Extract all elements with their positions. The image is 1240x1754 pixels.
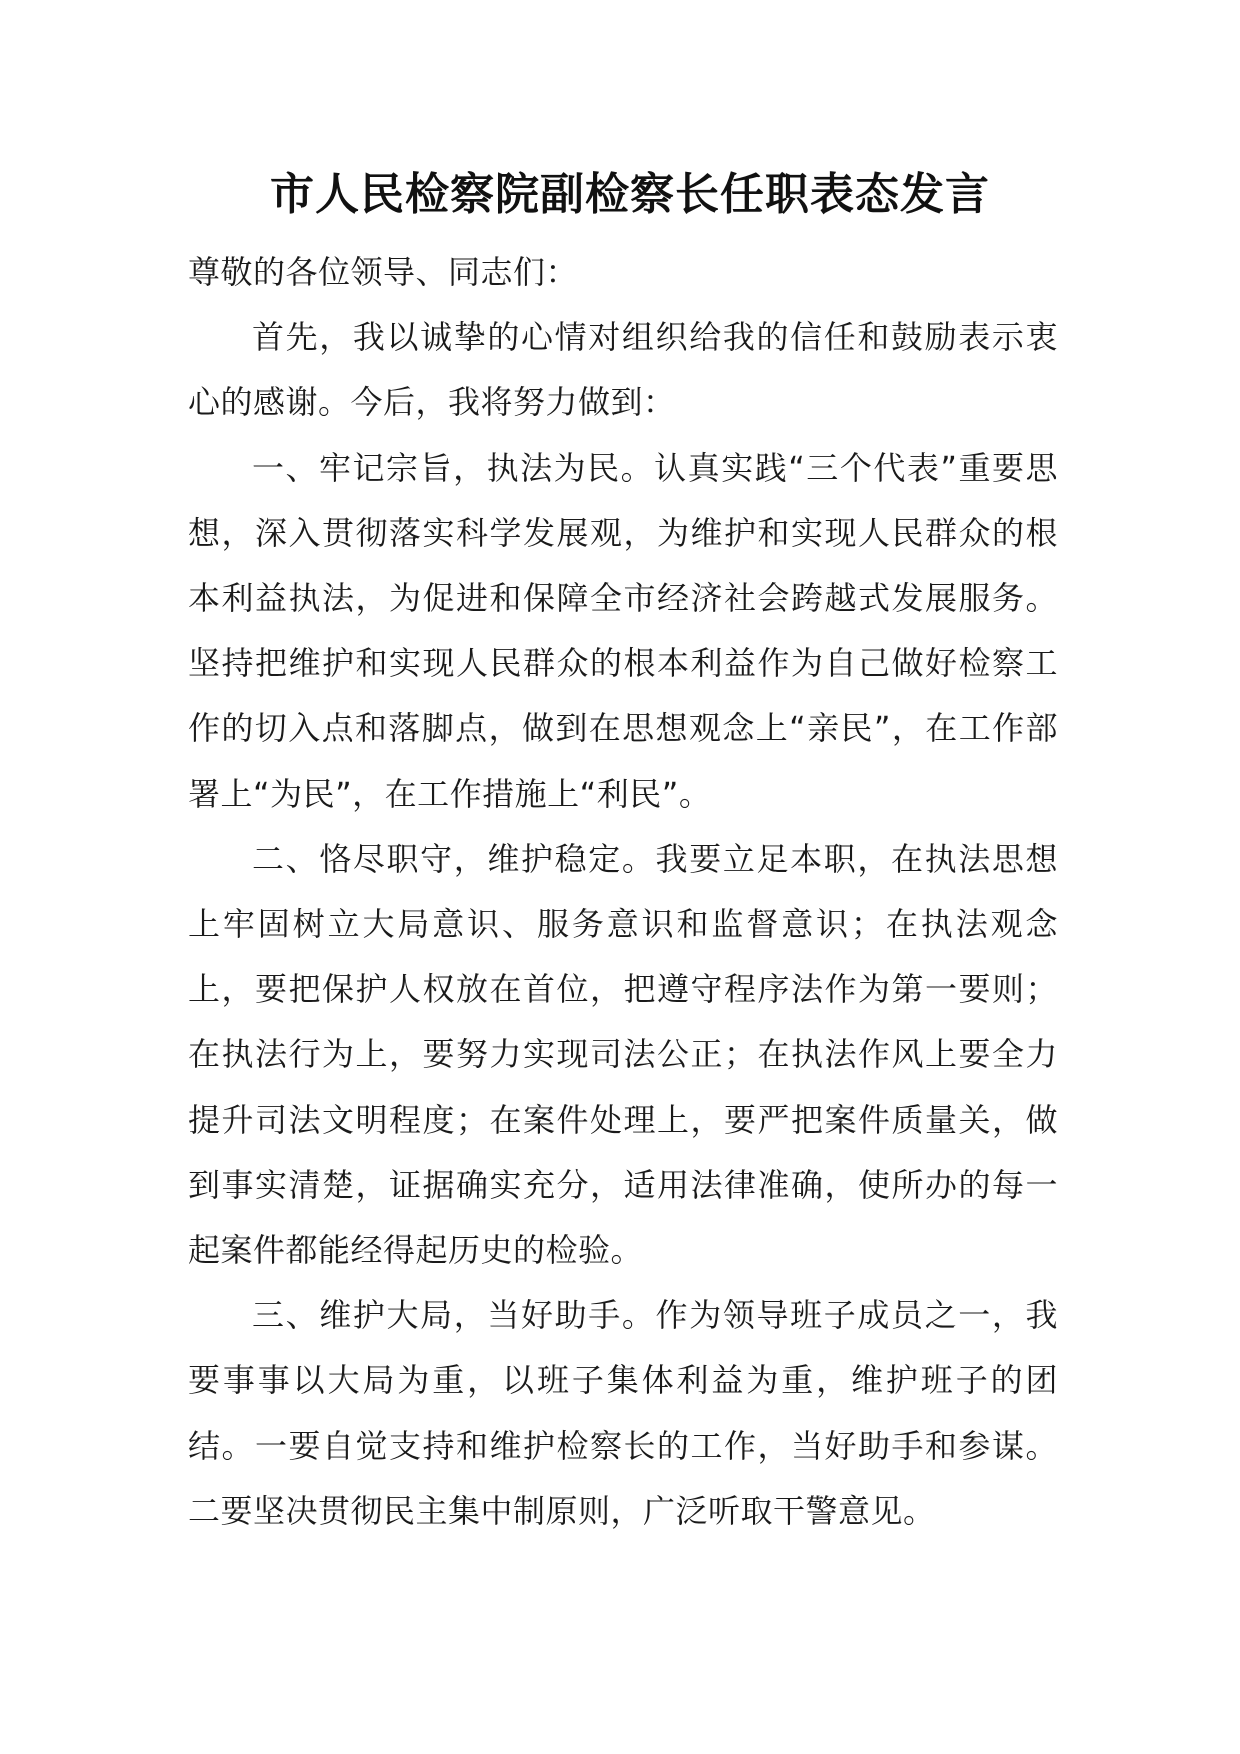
salutation: 尊敬的各位领导、同志们： (188, 253, 579, 291)
paragraph-point-two: 二、恪尽职守，维护稳定。我要立足本职，在执法思想上牢固树立大局意识、服务意识和监督意识；在执法观念上，要把保护人权放在首位，把遵守程序法作为第一要则；在执法行为上，要努力实现司法公正；在执法作风上要全力提升司法文明程度；在案件处理上，要严把案件质量关，做到事实清楚，证据确实充分，适用法律准确，使所办的每一起案件都能经得起历史的检验。 (188, 839, 1058, 1270)
paragraph-point-one: 一、牢记宗旨，执法为民。认真实践“三个代表”重要思想，深入贯彻落实科学发展观，为维护和实现人民群众的根本利益执法，为促进和保障全市经济社会跨越式发展服务。坚持把维护和实现人民群众的根本利益作为自己做好检察工作的切入点和落脚点，做到在思想观念上“亲民”，在工作部署上“为民”，在工作措施上“利民”。 (188, 448, 1058, 813)
paragraph-point-three: 三、维护大局，当好助手。作为领导班子成员之一，我要事事以大局为重，以班子集体利益为重，维护班子的团结。一要自觉支持和维护检察长的工作，当好助手和参谋。二要坚决贯彻民主集中制原则，广泛听取干警意见。 (188, 1296, 1058, 1530)
document-body (188, 240, 1058, 1544)
document-title: 市人民检察院副检察长任职表态发言 (270, 169, 990, 220)
paragraph-intro: 首先，我以诚挚的心情对组织给我的信任和鼓励表示衷心的感谢。今后，我将努力做到： (188, 318, 1058, 422)
